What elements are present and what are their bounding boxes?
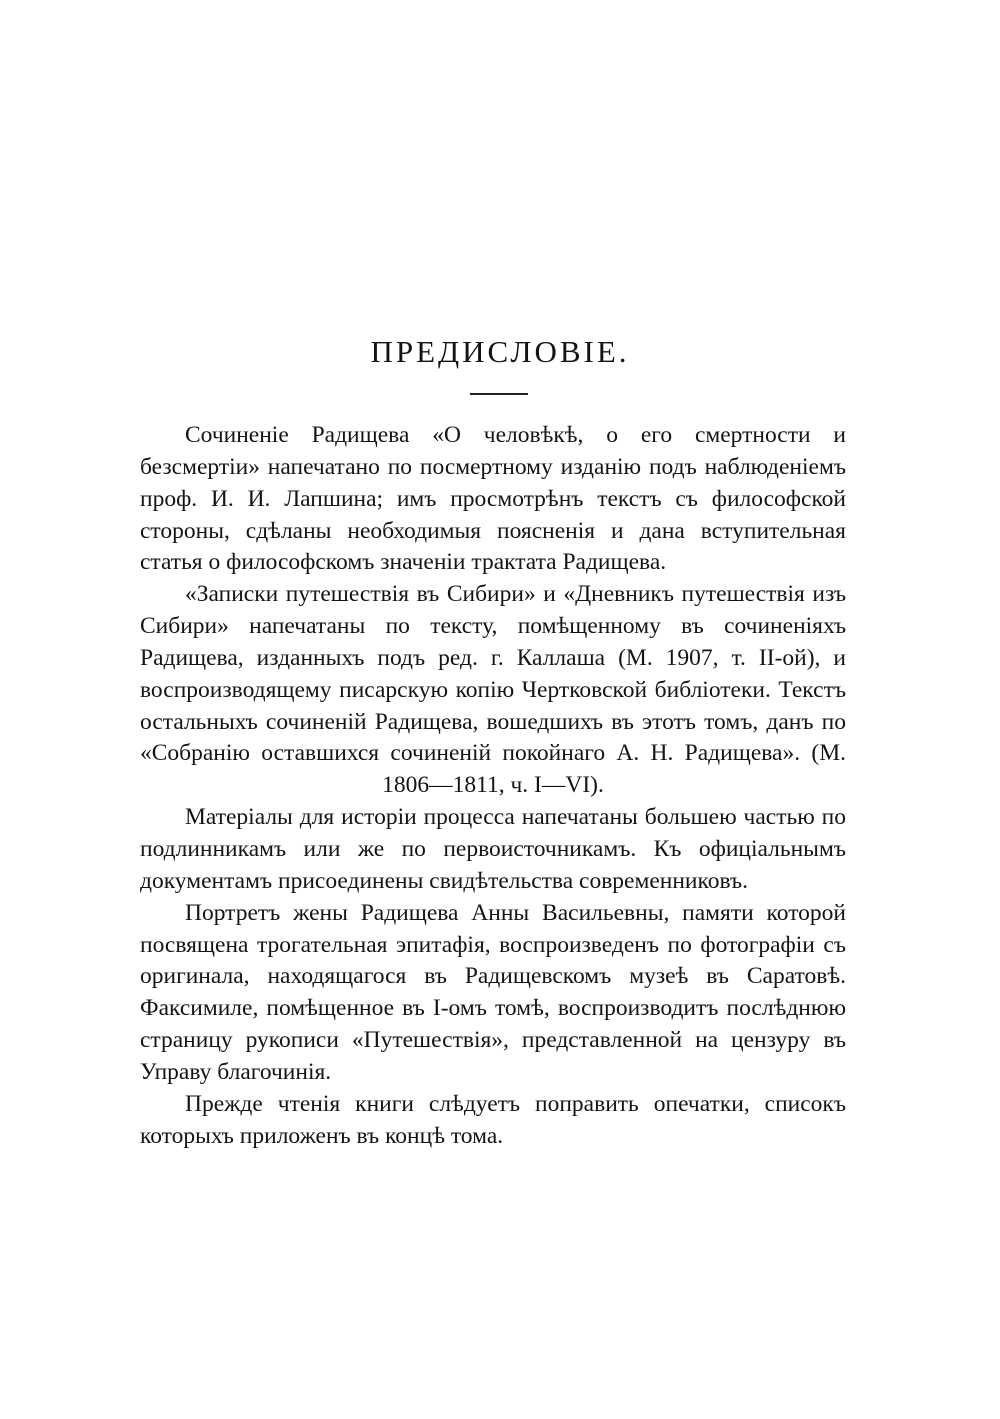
page-title: ПРЕДИСЛОВІЕ. xyxy=(370,334,630,369)
paragraph-5: Прежде чтенія книги слѣдуетъ поправить опечатки, списокъ которыхъ приложенъ въ концѣ тома. xyxy=(140,1090,846,1149)
paragraph-4: Портретъ жены Радищева Анны Васильевны, памяти которой посвящена трогательная эпитафія, воспроизведенъ по фотографіи съ оригинала, находящагося въ Радищевскомъ музеѣ въ Саратовѣ. Факсимиле, помѣщенное въ I-омъ томѣ, воспроизводитъ послѣднюю страницу рукописи «Путешествія», представленной на цензуру въ Управу благочинія. xyxy=(140,899,846,1085)
title-divider xyxy=(470,393,528,395)
paragraph-1: Сочиненіе Радищева «О человѣкѣ, о его смертности и безсмертіи» напечатано по посмертному изданію подъ наблюденіемъ проф. И. И. Лапшина; имъ просмотрѣнъ текстъ съ философской стороны, сдѣланы необходимыя поясненія и дана вступительная статья о философскомъ значеніи трактата Радищева. xyxy=(140,422,846,576)
paragraph-3: Матеріалы для исторіи процесса напечатаны большею частью по подлинникамъ или же по первоисточникамъ. Къ офиціальнымъ документамъ присоединены свидѣтельства современниковъ. xyxy=(140,804,846,894)
paragraph-2: «Записки путешествія въ Сибири» и «Дневникъ путешествія изъ Сибири» напечатаны по тексту, помѣщенному въ сочиненіяхъ Радищева, изданныхъ подъ ред. г. Каллаша (М. 1907, т. II-ой), и воспроизводящему писарскую копію Чертковской библіотеки. Текстъ остальныхъ сочиненій Радищева, вошедшихъ въ этотъ томъ, данъ по «Собранію оставшихся сочиненій покойнаго А. Н. Радищева». (М. 1806—1811, ч. I—VI). xyxy=(140,581,846,799)
preface-body xyxy=(140,420,846,1152)
